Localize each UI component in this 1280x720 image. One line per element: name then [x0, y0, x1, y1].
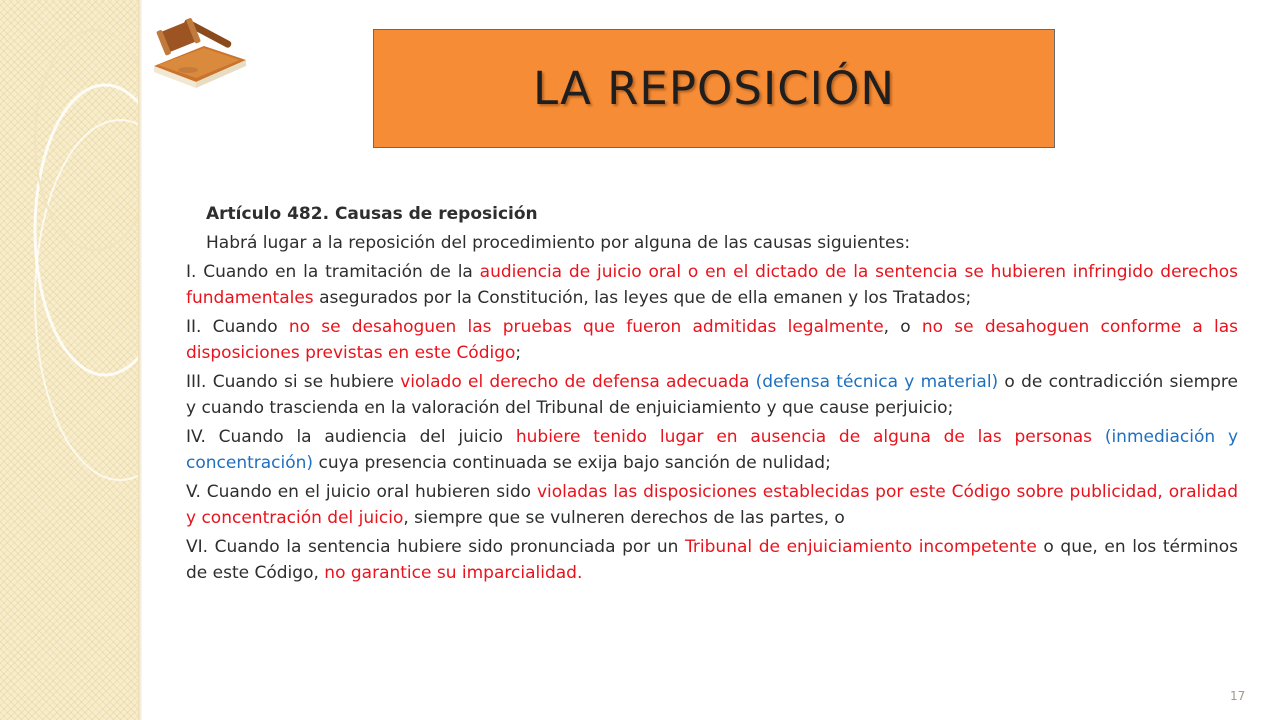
article-item-segment: , siempre que se vulneren derechos de las partes, o [403, 508, 845, 528]
article-item-segment: hubiere tenido lugar en ausencia de alguna de las personas [515, 427, 1093, 447]
decorative-curves [0, 0, 142, 720]
article-item-segment: (inmediación y concentración) [186, 427, 1239, 473]
page-number: 17 [1230, 689, 1246, 703]
article-intro: Habrá lugar a la reposición del procedimiento por alguna de las causas siguientes: [206, 233, 911, 253]
article-item-segment: no se desahoguen conforme a las disposiciones previstas en este Código [186, 317, 1238, 363]
article-item-segment [1092, 427, 1105, 447]
article-item-segment: violadas las disposiciones establecidas por este Código sobre publicidad, oralidad y concentración del juicio [186, 482, 1238, 528]
decorative-side-band [0, 0, 142, 720]
side-band-edge [138, 0, 142, 720]
article-item-segment: asegurados por la Constitución, las leyes que de ella emanen y los Tratados; [313, 288, 972, 308]
article-item-segment: III. Cuando si se hubiere [186, 372, 401, 392]
article-item [186, 314, 1238, 366]
article-item-segment: o de contradicción siempre y cuando trascienda en la valoración del Tribunal de enjuiciamiento y que cause perjuicio; [186, 372, 1238, 418]
article-item-segment: VI. Cuando la sentencia hubiere sido pronunciada por un [186, 537, 686, 557]
article-item-segment: violado el derecho de defensa adecuada [400, 372, 750, 392]
article-item [186, 259, 1238, 311]
article-item-segment: audiencia de juicio oral o en el dictado de la sentencia se hubieren infringido derechos fundamentales [186, 262, 1238, 308]
article-item-segment: ; [515, 343, 522, 363]
article-heading: Artículo 482. Causas de reposición [206, 204, 538, 224]
article-item [186, 479, 1238, 531]
article-item-segment: Tribunal de enjuiciamiento incompetente [685, 537, 1037, 557]
article-item-segment: o que, en los términos de este Código, [186, 537, 1238, 583]
article-items [186, 259, 1238, 586]
article-content [186, 201, 1238, 589]
article-item-segment: , o [883, 317, 922, 337]
slide-title: LA REPOSICIÓN [532, 62, 896, 115]
article-item-segment: no garantice su imparcialidad. [324, 563, 583, 583]
article-item-segment: II. Cuando [186, 317, 289, 337]
article-item [186, 424, 1238, 476]
article-item-segment: cuya presencia continuada se exija bajo sanción de nulidad; [313, 453, 831, 473]
title-banner [373, 29, 1055, 148]
article-item [186, 534, 1238, 586]
article-item [186, 369, 1238, 421]
article-item-segment: I. Cuando en la tramitación de la [186, 262, 480, 282]
gavel-and-book-icon [142, 8, 252, 90]
article-item-segment: IV. Cuando la audiencia del juicio [186, 427, 516, 447]
article-item-segment: V. Cuando en el juicio oral hubieren sido [186, 482, 537, 502]
article-item-segment: (defensa técnica y material) [755, 372, 999, 392]
article-item-segment: no se desahoguen las pruebas que fueron admitidas legalmente [288, 317, 884, 337]
